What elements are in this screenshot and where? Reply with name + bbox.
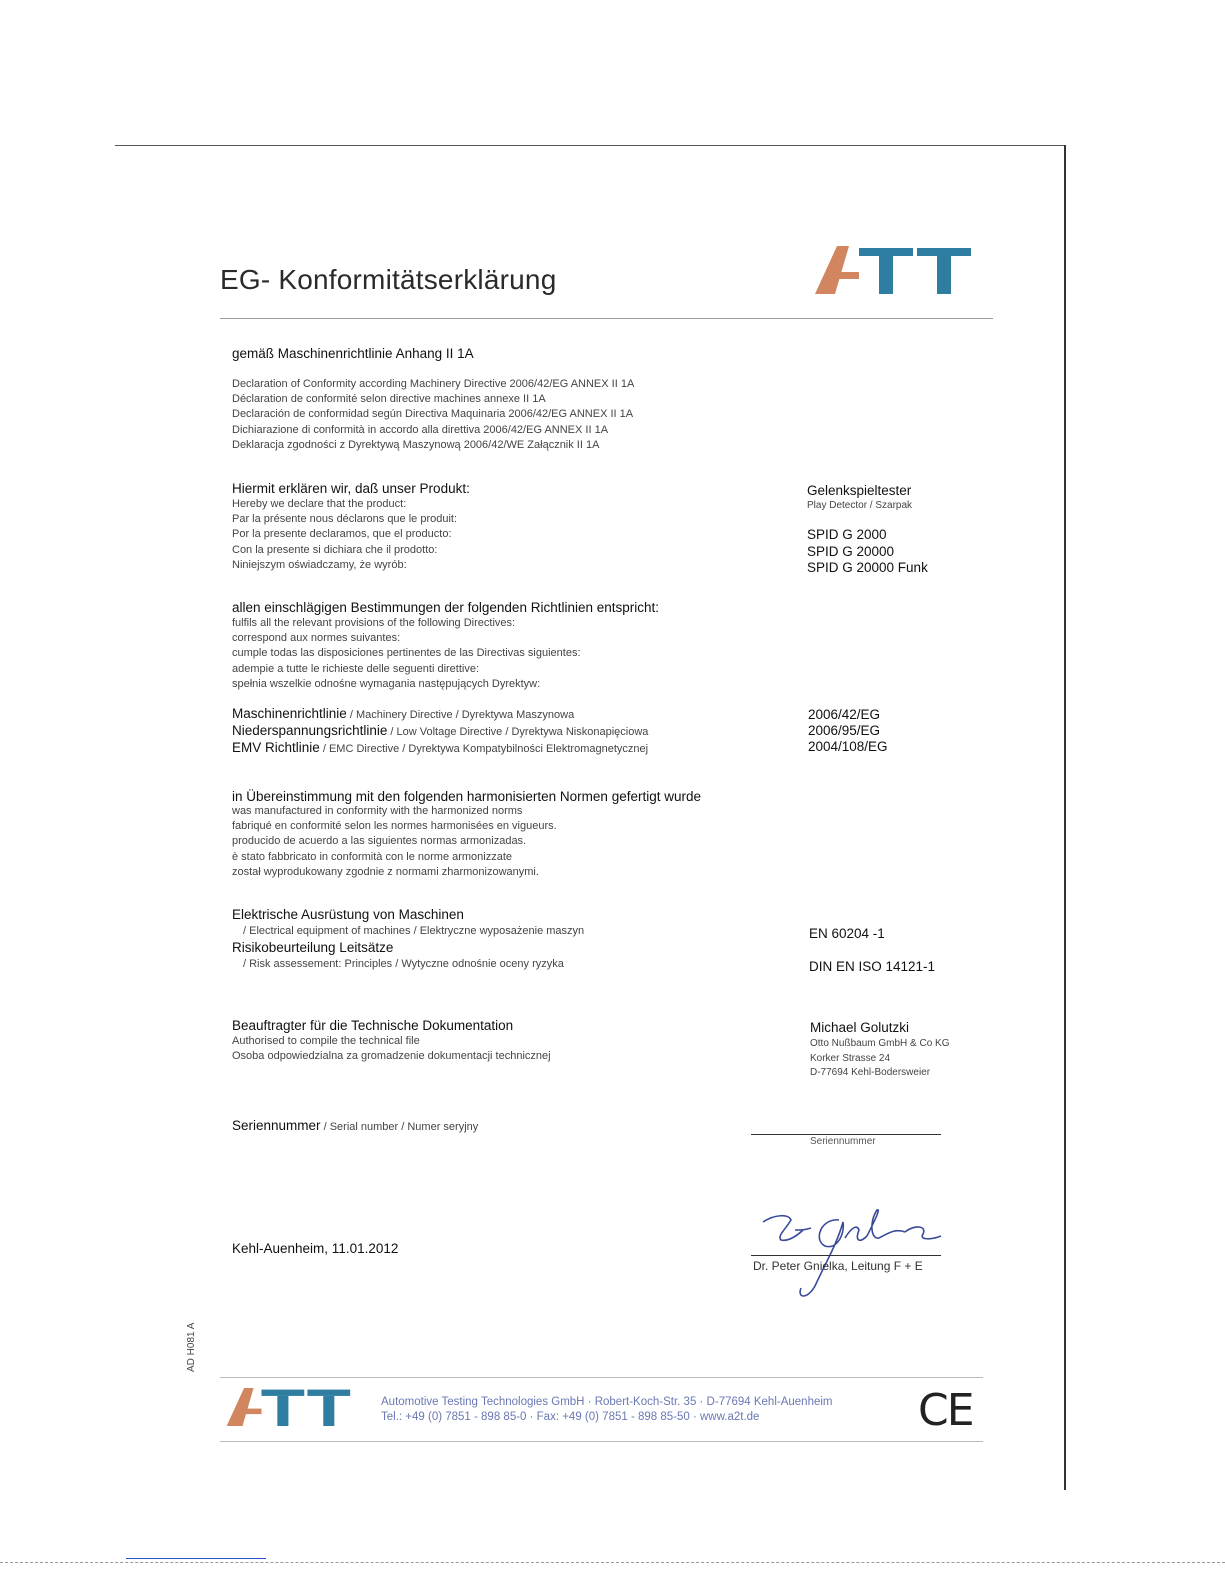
product-name: Gelenkspieltester [807,483,912,498]
page-right-border [1064,145,1066,1490]
scan-bottom-edge [0,1562,1225,1563]
translation-line: correspond aux normes suivantes: [232,632,401,645]
translation-line: was manufactured in conformity with the harmonized norms [232,805,523,817]
directive-values [808,707,888,755]
translation-line: Authorised to compile the technical file [232,1035,420,1047]
address-line: Korker Strasse 24 [810,1052,891,1064]
translation-line: Osoba odpowiedzialna za gromadzenie dokumentacji technicznej [232,1050,551,1063]
translation-line: è stato fabbricato in conformità con le norme armonizzate [232,850,513,863]
document-title: EG- Konformitätserklärung [220,264,557,295]
directive-heading: gemäß Maschinenrichtlinie Anhang II 1A [232,346,474,361]
translation-line: fulfils all the relevant provisions of the following Directives: [232,617,516,629]
model-list [807,527,928,577]
responsible-person: Michael Golutzki [810,1020,910,1035]
serial-field-caption: Seriennummer [810,1136,876,1147]
directives-translations [232,616,581,692]
translation-line: Hereby we declare that the product: [232,498,407,510]
att-logo [815,246,975,294]
scan-bottom-mark [126,1558,266,1559]
translation-line: Con la presente si dichiara che il prodotto: [232,543,438,556]
documentation-translations [232,1034,551,1064]
norm-name: Elektrische Ausrüstung von Maschinen [232,907,464,922]
translation-line: spełnia wszelkie odnośne wymagania następujących Dyrektyw: [232,677,541,690]
translation-line: producido de acuerdo a las siguientes normas armonizadas. [232,835,527,848]
place-date: Kehl-Auenheim, 11.01.2012 [232,1241,399,1256]
translation-line: Déclaration de conformité selon directive machines annexe II 1A [232,393,546,406]
model-item: SPID G 2000 [807,527,887,542]
directive-value: 2004/108/EG [808,739,888,754]
norms-heading: in Übereinstimmung mit den folgenden harmonisierten Normen gefertigt wurde [232,789,701,804]
title-divider [220,318,993,319]
address-line: Otto Nußbaum GmbH & Co KG [810,1038,950,1049]
company-address [810,1037,950,1081]
translation-line: Niniejszym oświadczamy, że wyrób: [232,558,407,571]
model-item: SPID G 20000 Funk [807,560,928,575]
directives-heading: allen einschlägigen Bestimmungen der folgenden Richtlinien entspricht: [232,600,660,615]
translation-line: Declaración de conformidad según Directiva Maquinaria 2006/42/EG ANNEX II 1A [232,408,634,421]
product-subtitle: Play Detector / Szarpak [807,500,913,511]
address-line: D-77694 Kehl-Bodersweier [810,1067,931,1078]
translation-line: Dichiarazione di conformità in accordo alla direttiva 2006/42/EG ANNEX II 1A [232,423,609,436]
footer-top-divider [220,1377,983,1378]
translation-line: fabriqué en conformité selon les normes harmonisées en vigueurs. [232,820,557,833]
norm-name: Risikobeurteilung Leitsätze [232,940,394,955]
translation-line: Declaration of Conformity according Machinery Directive 2006/42/EG ANNEX II 1A [232,378,635,390]
documentation-heading: Beauftragter für die Technische Dokumentation [232,1018,514,1033]
model-item: SPID G 20000 [807,543,895,559]
page-top-border [115,145,1065,146]
translation-line: Par la présente nous déclarons que le produit: [232,513,458,526]
footer-contact: Tel.: +49 (0) 7851 - 898 85-0 · Fax: +49 (0) 7851 - 898 85-50 · www.a2t.de [381,1411,760,1423]
serial-number-line [751,1134,941,1135]
directive-item: EMV Richtlinie / EMC Directive / Dyrektywa Kompatybilności Elektromagnetycznej [232,740,649,755]
signer-name: Dr. Peter Gnielka, Leitung F + E [753,1259,923,1273]
signature-line [751,1255,941,1256]
directive-list [232,706,648,757]
footer-company-address: Automotive Testing Technologies GmbH · Robert-Koch-Str. 35 · D-77694 Kehl-Auenheim [381,1396,833,1408]
norm-value: EN 60204 -1 [809,926,885,941]
norms-translations [232,804,557,880]
directive-translations [232,377,634,453]
product-translations [232,497,457,573]
serial-label: Seriennummer / Serial number / Numer seryjny [232,1118,479,1133]
ce-mark: CE [918,1385,973,1436]
document-code: AD H081 A [186,1322,197,1372]
norm-description: / Risk assessement: Principles / Wytyczne odnośnie oceny ryzyka [243,958,564,970]
directive-item: Niederspannungsrichtlinie / Low Voltage Directive / Dyrektywa Niskonapięciowa [232,723,649,738]
translation-line: Por la presente declaramos, que el producto: [232,528,452,541]
norm-description: / Electrical equipment of machines / Elektryczne wyposażenie maszyn [243,925,585,937]
directive-value: 2006/42/EG [808,707,881,722]
directive-value: 2006/95/EG [808,723,881,738]
translation-line: został wyprodukowany zgodnie z normami zharmonizowanymi. [232,865,539,878]
translation-line: Deklaracja zgodności z Dyrektywą Maszynową 2006/42/WE Załącznik II 1A [232,438,600,451]
footer-att-logo [224,1388,356,1426]
norm-value: DIN EN ISO 14121-1 [809,959,936,974]
directive-item: Maschinenrichtlinie / Machinery Directive / Dyrektywa Maszynowa [232,706,575,721]
translation-line: adempie a tutte le richieste delle seguenti direttive: [232,662,480,675]
translation-line: cumple todas las disposiciones pertinentes de las Directivas siguientes: [232,647,581,660]
product-heading: Hiermit erklären wir, daß unser Produkt: [232,481,470,496]
footer-bottom-divider [220,1441,983,1442]
